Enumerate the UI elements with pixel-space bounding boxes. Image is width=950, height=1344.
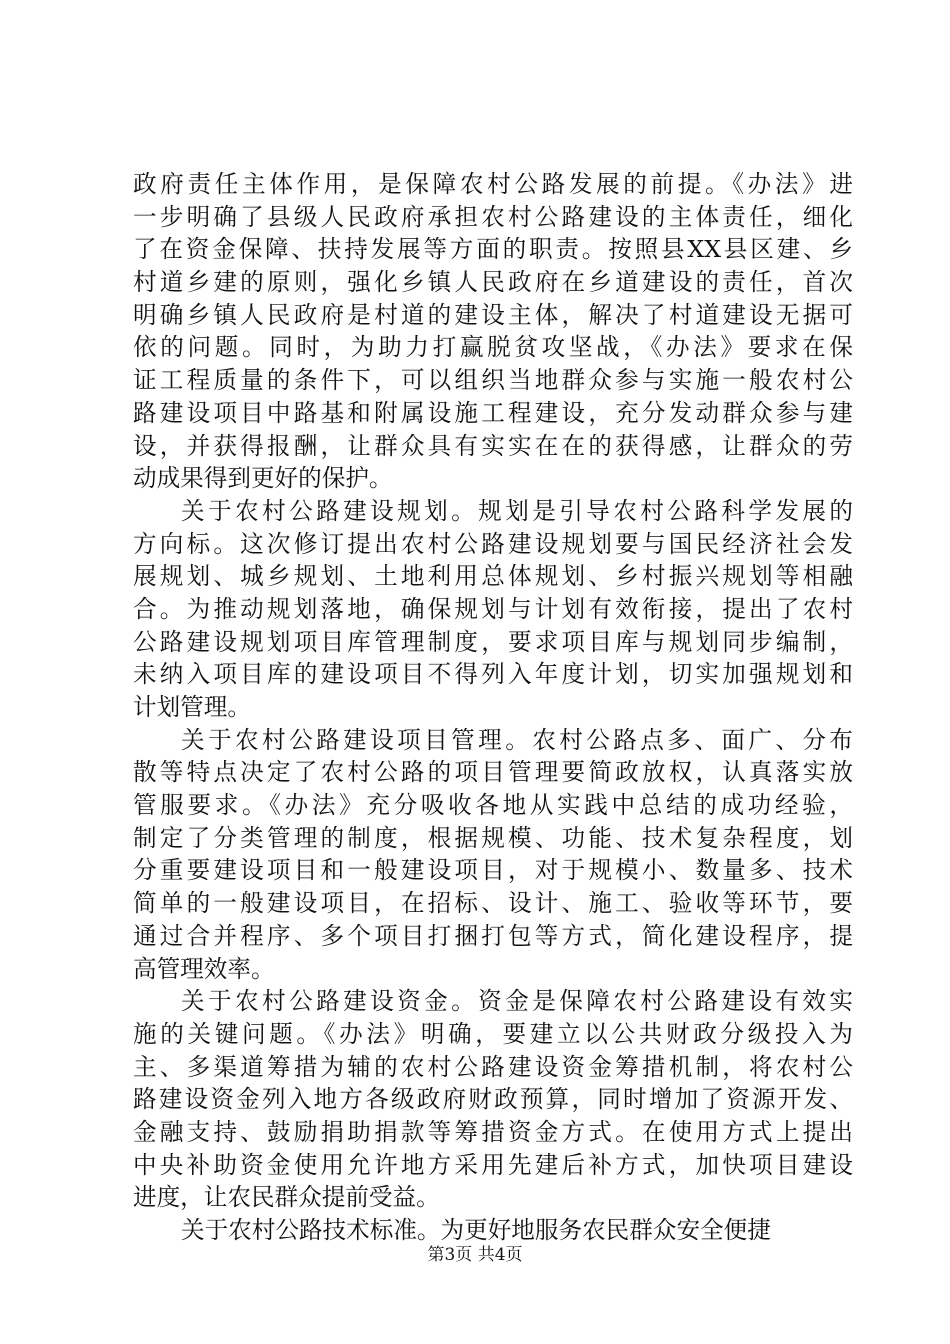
text-line: 通过合并程序、多个项目打捆打包等方式，简化建设程序，提: [133, 921, 853, 950]
text-line: 制定了分类管理的制度，根据规模、功能、技术复杂程度，划: [133, 823, 853, 852]
text-line: 路建设资金列入地方各级政府财政预算，同时增加了资源开发、: [133, 1085, 853, 1114]
text-line: 计划管理。: [133, 693, 251, 721]
text-line: 政府责任主体作用，是保障农村公路发展的前提。《办法》进: [133, 170, 853, 198]
text-line: 主、多渠道筹措为辅的农村公路建设资金筹措机制，将农村公: [133, 1052, 853, 1081]
text-line: 中央补助资金使用允许地方采用先建后补方式，加快项目建设: [133, 1150, 853, 1179]
text-line: 路建设项目中路基和附属设施工程建设，充分发动群众参与建: [133, 398, 853, 427]
text-line: 依的问题。同时，为助力打赢脱贫攻坚战，《办法》要求在保: [133, 333, 853, 362]
paragraph-start-line: 关于农村公路建设规划。规划是引导农村公路科学发展的: [181, 496, 853, 525]
text-line: 散等特点决定了农村公路的项目管理要简政放权，认真落实放: [133, 758, 853, 787]
text-line: 方向标。这次修订提出农村公路建设规划要与国民经济社会发: [133, 529, 853, 558]
text-line: 简单的一般建设项目，在招标、设计、施工、验收等环节，要: [133, 889, 853, 918]
text-line: 管服要求。《办法》充分吸收各地从实践中总结的成功经验，: [133, 791, 853, 820]
text-line: 金融支持、鼓励捐助捐款等筹措资金方式。在使用方式上提出: [133, 1117, 853, 1146]
text-line: 明确乡镇人民政府是村道的建设主体，解决了村道建设无据可: [133, 300, 853, 329]
page-number-footer: 第3页 共4页: [427, 1245, 523, 1265]
paragraph-start-line: 关于农村公路建设资金。资金是保障农村公路建设有效实: [181, 987, 853, 1016]
text-line: 了在资金保障、扶持发展等方面的职责。按照县XX县区建、乡: [133, 235, 853, 264]
text-line: 证工程质量的条件下，可以组织当地群众参与实施一般农村公: [133, 366, 853, 395]
text-line: 高管理效率。: [133, 954, 275, 983]
text-line: 一步明确了县级人民政府承担农村公路建设的主体责任，细化: [133, 202, 853, 231]
body-text: [133, 168, 853, 1247]
text-line: 动成果得到更好的保护。: [133, 464, 393, 493]
text-line: 设，并获得报酬，让群众具有实实在在的获得感，让群众的劳: [133, 431, 853, 460]
text-line: 分重要建设项目和一般建设项目，对于规模小、数量多、技术: [133, 856, 853, 885]
paragraph-start-line: 关于农村公路建设项目管理。农村公路点多、面广、分布: [181, 725, 853, 754]
text-line: 公路建设规划项目库管理制度，要求项目库与规划同步编制，: [133, 627, 853, 656]
text-line: 展规划、城乡规划、土地利用总体规划、乡村振兴规划等相融: [133, 562, 853, 591]
text-line: 施的关键问题。《办法》明确，要建立以公共财政分级投入为: [133, 1019, 853, 1048]
text-line: 村道乡建的原则，强化乡镇人民政府在乡道建设的责任，首次: [133, 268, 853, 297]
text-line: 合。为推动规划落地，确保规划与计划有效衔接，提出了农村: [133, 594, 853, 623]
text-line: 进度，让农民群众提前受益。: [133, 1183, 440, 1212]
text-line: 未纳入项目库的建设项目不得列入年度计划，切实加强规划和: [133, 660, 853, 689]
paragraph-start-line: 关于农村公路技术标准。为更好地服务农民群众安全便捷: [181, 1216, 771, 1244]
